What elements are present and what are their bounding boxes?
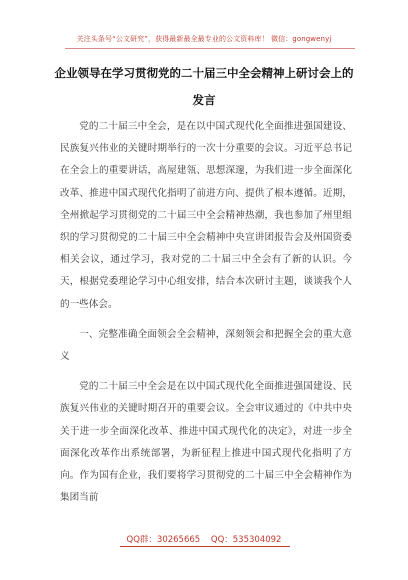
document-body [60, 116, 352, 517]
footer-contact [0, 533, 408, 545]
paragraph-intro: 党的二十届三中全会，是在以中国式现代化全面推进强国建设、民族复兴伟业的关键时期举行的一次十分重要的会议。习近平总书记在全会上的重要讲话，高屋建瓴、思想深邃，为我们进一步全面深化改革、推进中国式现代化指明了前进方向、提供了根本遵循。近期，全州掀起学习贯彻党的二十届三中全会精神热潮，我也参加了州里组织的学习贯彻党的二十届三中全会精神中央宣讲团报告会及州国资委相关会议，通过学习，我对党的二十届三中全会有了新的认识。今天，根据党委理论学习中心组安排，结合本次研讨主题，谈谈我个人的一些体会。 [60, 121, 352, 310]
document-title: 企业领导在学习贯彻党的二十届三中全会精神上研讨会上的发言 [54, 66, 354, 107]
footer-underline [120, 546, 290, 547]
header-divider [65, 48, 355, 49]
paragraph-section-1: 党的二十届三中全会是在以中国式现代化全面推进强国建设、民族复兴伟业的关键时期召开的重要会议。全会审议通过的《中共中央关于进一步全面深化改革、推进中国式现代化的决定》，对进一步全面深化改革作出系统部署，为新征程上推进中国式现代化指明了方向。作为国有企业，我们要将学习贯彻党的二十届三中全会精神作为集团当前 [60, 381, 352, 504]
footer-qq: QQ：535304092 [210, 535, 282, 545]
header-banner: 关注头条号“公文研究”，获得最新最全最专业的公文资料库！ 微信：gongwenyj [76, 35, 332, 43]
section-heading-1: 一、完整准确全面领会全会精神，深刻领会和把握全会的重大意义 [60, 328, 352, 363]
footer-qq-group: QQ群：30265665 [126, 535, 201, 545]
